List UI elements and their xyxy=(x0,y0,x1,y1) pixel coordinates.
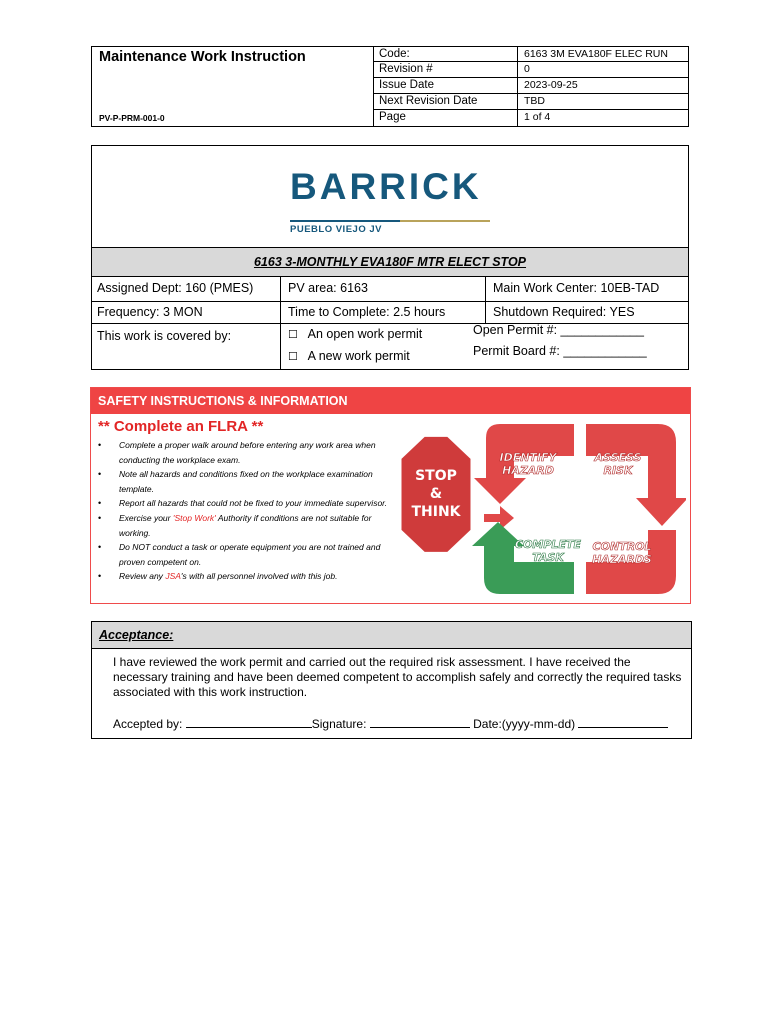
identify-label: IDENTIFY xyxy=(499,451,557,464)
open-work-permit-option[interactable] xyxy=(288,323,422,346)
logo-wordmark: BARRICK xyxy=(290,166,482,207)
header-value: 1 of 4 xyxy=(524,111,551,123)
hazards-label: HAZARDS xyxy=(592,553,652,566)
header-value: 6163 3M EVA180F ELEC RUN xyxy=(524,48,668,60)
flra-callout: ** Complete an FLRA ** xyxy=(98,418,264,435)
barrick-logo xyxy=(290,166,500,236)
header-row-revision xyxy=(374,62,689,78)
task-label: TASK xyxy=(532,551,564,564)
header-value: 2023-09-25 xyxy=(524,79,578,91)
document-header xyxy=(91,46,689,128)
shutdown-required: Shutdown Required: YES xyxy=(493,305,635,319)
assess-risk-arrow xyxy=(586,424,686,526)
date-field[interactable] xyxy=(578,716,668,728)
header-label: Page xyxy=(379,111,406,123)
header-row-page xyxy=(374,110,689,127)
complete-label: COMPLETE xyxy=(515,538,581,551)
acceptance-statement: I have reviewed the work permit and carried out the required risk assessment. I have received the necessary training and have been deemed competent to accomplish safely and correctly the required tasks associated with this work instruction. xyxy=(113,655,682,699)
open-permit-number: Open Permit #: ____________ xyxy=(473,323,644,337)
hazard-label: HAZARD xyxy=(502,464,554,477)
new-work-permit-option[interactable] xyxy=(288,345,410,368)
safety-heading: SAFETY INSTRUCTIONS & INFORMATION xyxy=(91,388,690,414)
pv-area: PV area: 6163 xyxy=(288,281,368,295)
header-label: Issue Date xyxy=(379,79,434,91)
think-text: THINK xyxy=(411,504,461,520)
risk-label: RISK xyxy=(603,464,633,477)
stop-text: STOP xyxy=(415,468,457,484)
frequency: Frequency: 3 MON xyxy=(97,305,203,319)
header-row-issue-date xyxy=(374,78,689,94)
document-title: Maintenance Work Instruction xyxy=(99,49,306,65)
accepted-by-label: Accepted by: xyxy=(113,717,183,731)
control-label: CONTROL xyxy=(592,540,652,553)
header-value: 0 xyxy=(524,63,530,75)
logo-underline xyxy=(290,220,490,222)
safety-item: • Complete a proper walk around before entering any work area when conducting the workplace exam. xyxy=(96,438,396,467)
option-label: An open work permit xyxy=(307,327,423,341)
work-info-box xyxy=(91,145,689,370)
accepted-by-field[interactable] xyxy=(186,716,312,728)
assess-label: ASSESS xyxy=(594,451,642,464)
info-row-3 xyxy=(92,323,688,369)
header-label: Revision # xyxy=(379,63,433,75)
stop-and-think-cycle-graphic xyxy=(396,418,686,600)
safety-item: • Do NOT conduct a task or operate equipment you are not trained and proven competent on. xyxy=(96,540,396,569)
header-label: Next Revision Date xyxy=(379,95,478,107)
safety-item-jsa: • Review any JSA's with all personnel involved with this job. xyxy=(96,569,396,584)
ampersand-text: & xyxy=(429,486,443,502)
time-to-complete: Time to Complete: 2.5 hours xyxy=(288,305,446,319)
date-label: Date:(yyyy-mm-dd) xyxy=(473,717,576,731)
checkbox-icon[interactable]: ☐ xyxy=(288,351,298,363)
header-row-next-revision xyxy=(374,94,689,110)
header-title-cell xyxy=(91,46,374,127)
assigned-dept: Assigned Dept: 160 (PMES) xyxy=(97,281,254,295)
work-order-title: 6163 3-MONTHLY EVA180F MTR ELECT STOP xyxy=(92,247,688,277)
safety-list xyxy=(96,438,396,584)
safety-item-stop-work: • Exercise your 'Stop Work' Authority if conditions are not suitable for working. xyxy=(96,511,396,540)
main-work-center: Main Work Center: 10EB-TAD xyxy=(493,281,660,295)
permit-board-number: Permit Board #: ____________ xyxy=(473,344,647,358)
jsa-term: JSA xyxy=(165,571,181,582)
option-label: A new work permit xyxy=(307,349,410,363)
safety-item: • Note all hazards and conditions fixed on the workplace examination template. xyxy=(96,467,396,496)
stop-work-term: 'Stop Work' xyxy=(172,512,216,523)
checkbox-icon[interactable]: ☐ xyxy=(288,329,298,341)
header-value: TBD xyxy=(524,95,545,107)
header-label: Code: xyxy=(379,48,410,60)
covered-by-label: This work is covered by: xyxy=(97,329,232,343)
document-number: PV-P-PRM-001-0 xyxy=(99,113,165,123)
signature-label: Signature: xyxy=(311,717,367,731)
safety-instructions-box xyxy=(90,387,691,604)
logo-subtitle: PUEBLO VIEJO JV xyxy=(290,224,382,235)
header-row-code xyxy=(374,46,689,62)
acceptance-heading: Acceptance: xyxy=(92,622,691,649)
info-row-1 xyxy=(92,277,688,302)
acceptance-signoff-line xyxy=(113,716,668,731)
acceptance-box xyxy=(91,621,692,739)
safety-item: • Report all hazards that could not be fixed to your immediate supervisor. xyxy=(96,496,396,511)
signature-field[interactable] xyxy=(370,716,470,728)
